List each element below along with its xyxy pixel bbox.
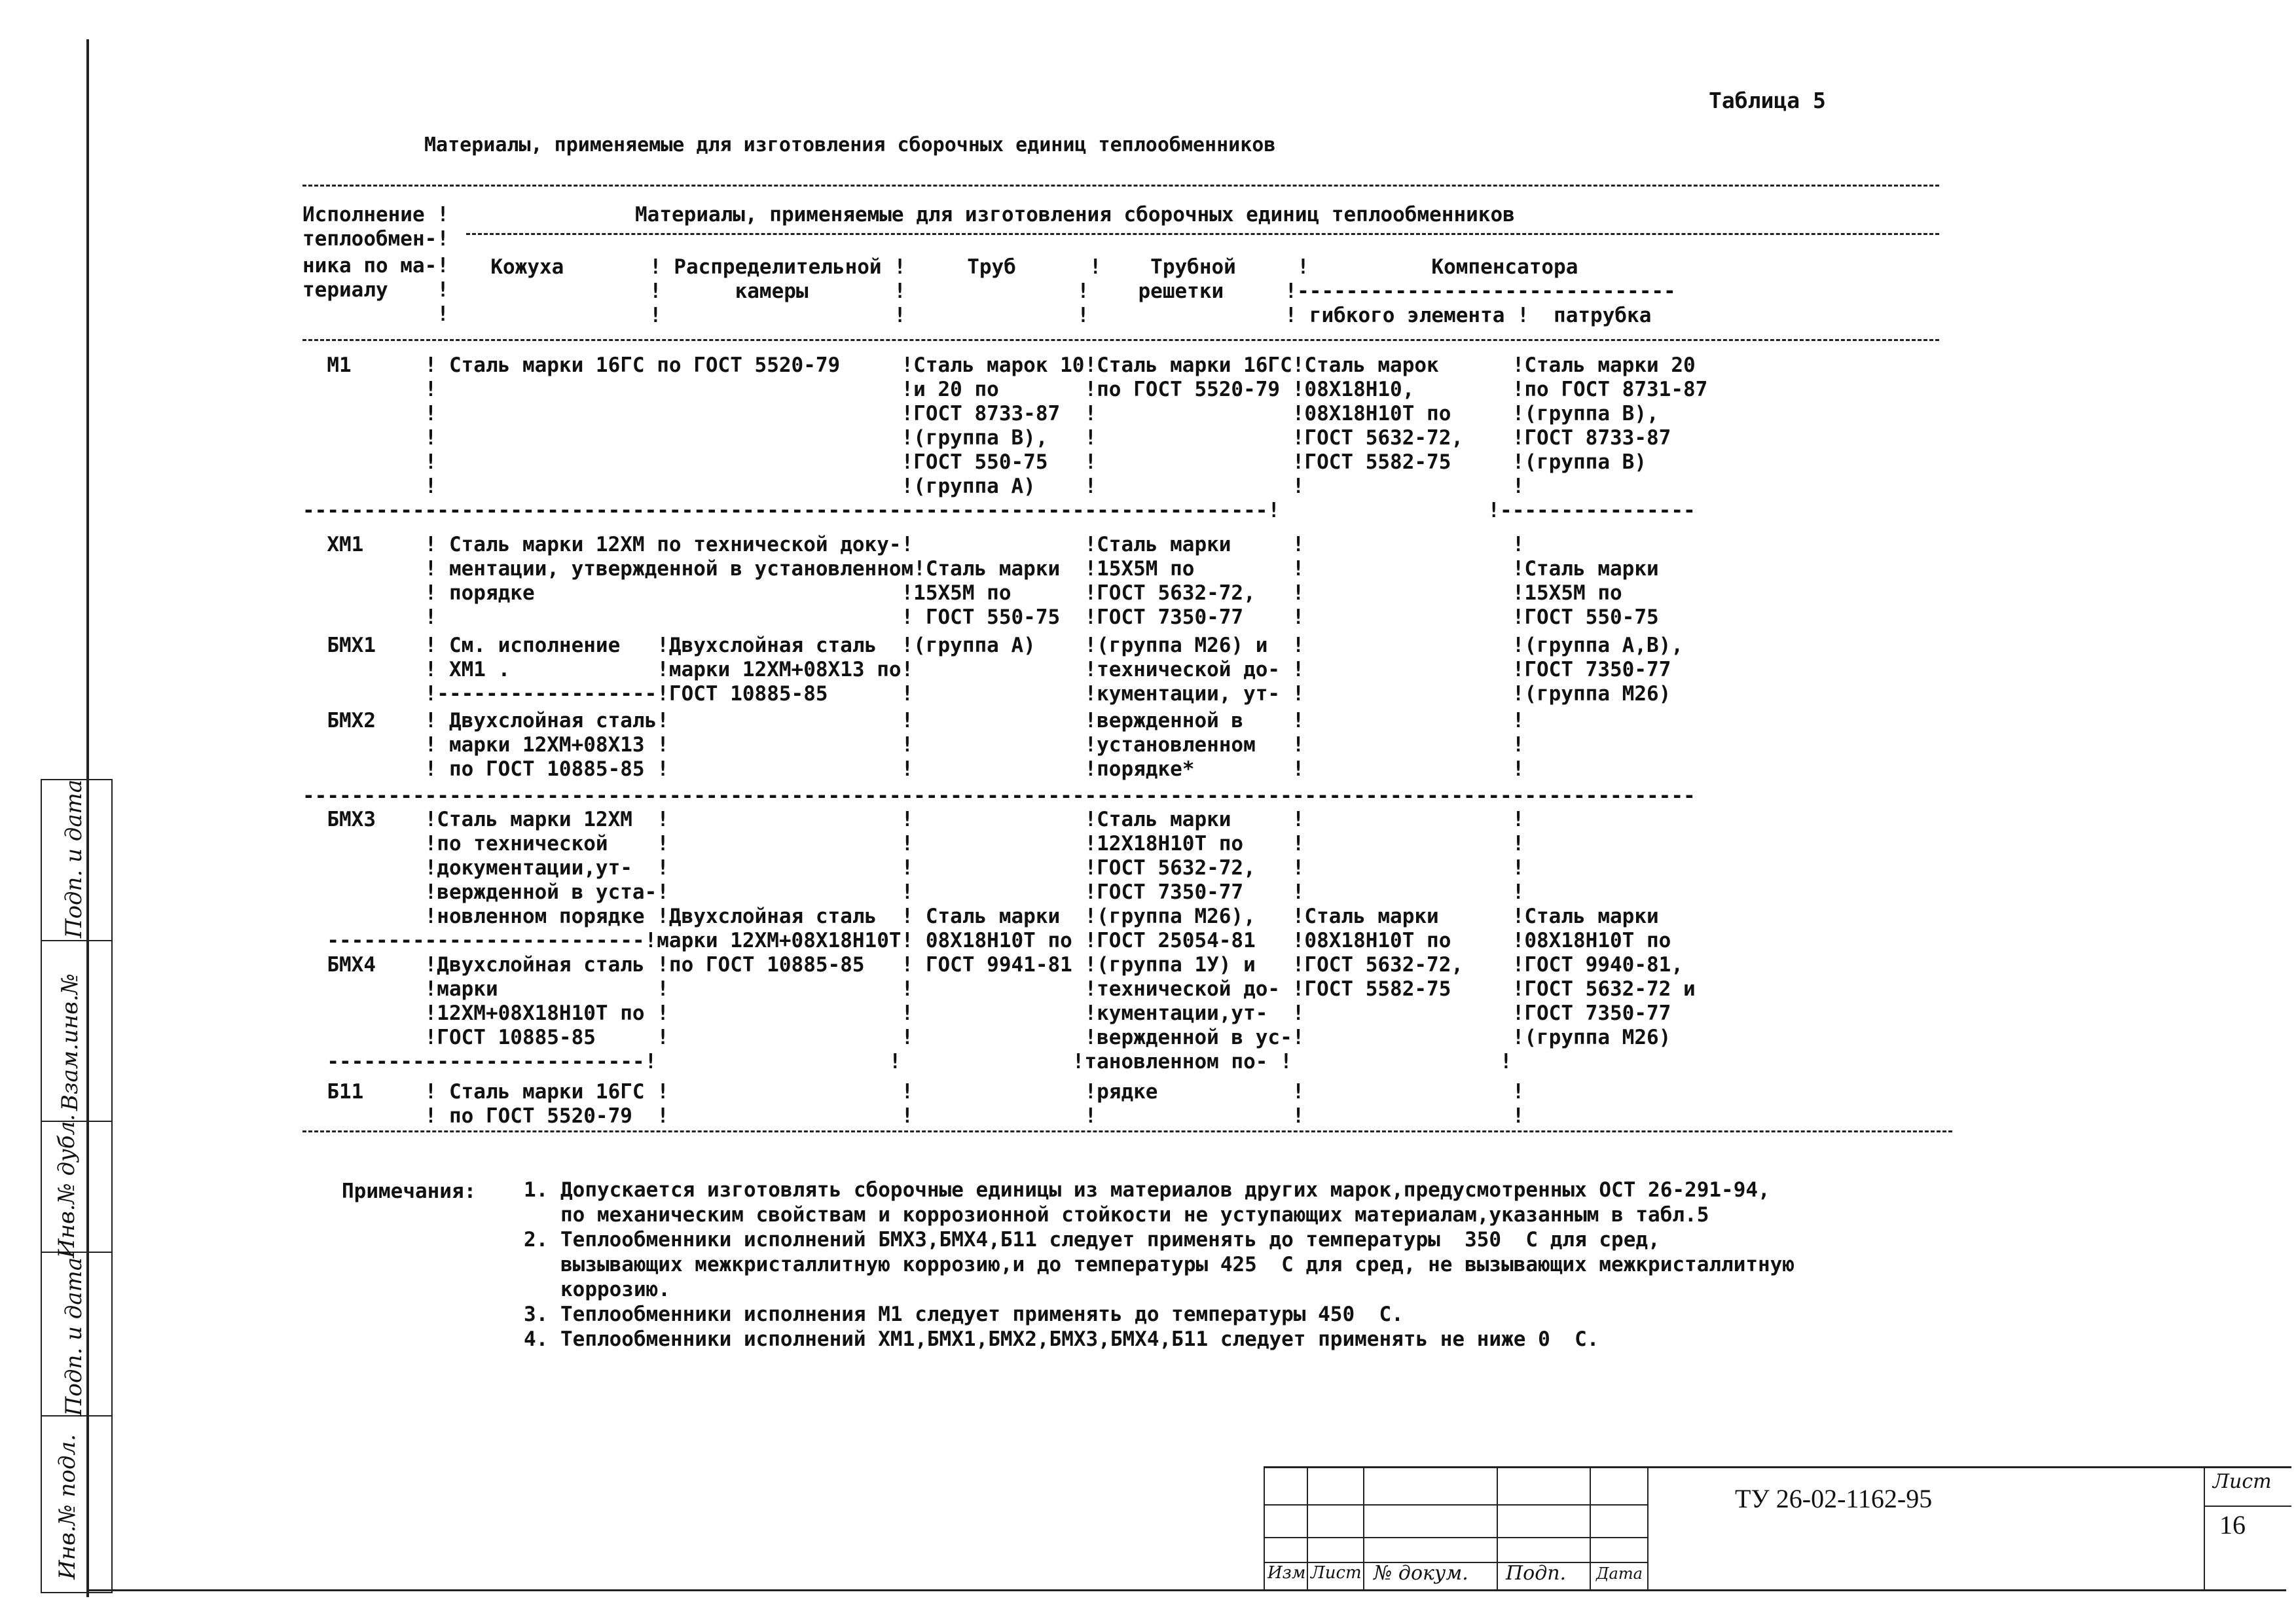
notes-label: Примечания: — [342, 1180, 477, 1203]
bottom-frame-line — [86, 1589, 2286, 1591]
table-row: БМХ2 ! Двухслойная сталь! ! !вержденной в ! ! — [302, 709, 1525, 732]
table-row: !по технической ! ! !12Х18Н10Т по ! ! — [302, 832, 1525, 856]
head-row-2: Кожуха ! Распределительной ! Труб ! Трубной ! Компенсатора — [466, 255, 1578, 279]
stamp-col-izm: Изм — [1267, 1563, 1306, 1583]
table-bottom-rule — [302, 1130, 1952, 1132]
head-group-rule — [466, 233, 1939, 235]
sheet-label: Лист — [2213, 1470, 2272, 1493]
table-number: Таблица 5 — [1709, 88, 1826, 113]
head-row-4: ! ! ! ! гибкого элемента ! патрубка — [466, 304, 1652, 327]
table-top-rule — [302, 185, 1939, 187]
note-line: коррозию. — [524, 1278, 670, 1301]
side-label-2: Взам.инв.№ — [56, 973, 83, 1111]
table-row: --------------------------! ! !тановленном по- ! ! — [302, 1050, 1512, 1074]
side-label-3: Инв.№ дубл. — [54, 1113, 81, 1259]
table-row: ! ХМ1 . !марки 12ХМ+08Х13 по! !технической до- ! !ГОСТ 7350-77 — [302, 658, 1671, 681]
side-label-4: Подп. и дата — [61, 1257, 88, 1416]
table-row: !документации,ут- ! ! !ГОСТ 5632-72, ! ! — [302, 856, 1525, 880]
head-col1-line-1: Исполнение ! — [302, 203, 449, 226]
table-row: !ГОСТ 10885-85 ! ! !вержденной в ус-! !(группа М26) — [302, 1026, 1671, 1049]
table-row: ! !(группа А) ! ! ! — [302, 475, 1525, 498]
table-row: !вержденной в уста-! ! !ГОСТ 7350-77 ! ! — [302, 880, 1525, 904]
document-code: ТУ 26-02-1162-95 — [1735, 1484, 1933, 1513]
table-row: БМХ3 !Сталь марки 12ХМ ! ! !Сталь марки ! ! — [302, 808, 1525, 831]
table-row: М1 ! Сталь марки 16ГС по ГОСТ 5520-79 !Сталь марок 10!Сталь марки 16ГС!Сталь марок !Сталь марки 20 — [302, 353, 1696, 377]
table-row: ! !и 20 по !по ГОСТ 5520-79 !08Х18Н10, !по ГОСТ 8731-87 — [302, 378, 1708, 401]
table-row: ! ментации, утвержденной в установленном!Сталь марки !15Х5М по ! !Сталь марки — [302, 557, 1659, 581]
page-title: Материалы, применяемые для изготовления сборочных единиц теплообменников — [424, 134, 1276, 156]
table-row: -------------------------------------------------------------------------------! !---------------- — [302, 499, 1696, 522]
table-row: БМХ4 !Двухслойная сталь !по ГОСТ 10885-85 ! ГОСТ 9941-81 !(группа 1У) и !ГОСТ 5632-72, !ГОСТ 9940-81, — [302, 953, 1683, 977]
head-col1-line-4: териалу ! — [302, 278, 449, 302]
stamp-col-doc: № докум. — [1374, 1562, 1468, 1585]
stamp-col-list: Лист — [1311, 1563, 1362, 1583]
table-row: !марки ! ! !технической до- !ГОСТ 5582-75 !ГОСТ 5632-72 и — [302, 977, 1696, 1001]
table-row: БМХ1 ! См. исполнение !Двухслойная сталь !(группа А) !(группа М26) и ! !(группа А,В), — [302, 634, 1683, 657]
note-line: 3. Теплообменники исполнения М1 следует применять до температуры 450 С. — [524, 1303, 1404, 1326]
table-row: !новленном порядке !Двухслойная сталь ! Сталь марки !(группа М26), !Сталь марки !Сталь марки — [302, 905, 1659, 928]
head-group-title: Материалы, применяемые для изготовления сборочных единиц теплообменников — [635, 203, 1515, 226]
side-label-5: Инв.№ подл. — [54, 1434, 81, 1579]
note-line: вызывающих межкристаллитную коррозию,и до температуры 425 С для сред, не вызывающих межкристаллитную — [524, 1253, 1795, 1276]
stamp-col-date: Дата — [1596, 1564, 1643, 1583]
table-row: !12ХМ+08Х18Н10Т по ! ! !кументации,ут- ! !ГОСТ 7350-77 — [302, 1001, 1671, 1025]
table-row: --------------------------!марки 12ХМ+08Х18Н10Т! 08Х18Н10Т по !ГОСТ 25054-81 !08Х18Н10Т по !08Х18Н10Т по — [302, 929, 1671, 952]
table-row: ! марки 12ХМ+08Х13 ! ! !установленном ! ! — [302, 733, 1525, 757]
side-strip — [41, 779, 113, 1593]
table-row: ------------------------------------------------------------------------------------------------------------------ — [302, 784, 1696, 808]
head-col1-line-2: теплообмен-! — [302, 227, 449, 251]
head-row-3: ! камеры ! ! решетки !------------------------------- — [466, 280, 1676, 303]
table-row: ! !ГОСТ 550-75 ! !ГОСТ 5582-75 !(группа В) — [302, 450, 1647, 474]
table-row: Б11 ! Сталь марки 16ГС ! ! !рядке ! ! — [302, 1080, 1525, 1104]
table-row: ! ! ГОСТ 550-75 !ГОСТ 7350-77 ! !ГОСТ 550-75 — [302, 605, 1659, 629]
sheet-number: 16 — [2219, 1510, 2246, 1540]
note-line: 2. Теплообменники исполнений БМХ3,БМХ4,Б11 следует применять до температуры 350 С для сред, — [524, 1228, 1660, 1252]
head-bottom-rule — [302, 339, 1939, 341]
note-line: по механическим свойствам и коррозионной стойкости не уступающих материалам,указанным в табл.5 — [524, 1203, 1709, 1227]
title-block — [1264, 1466, 2291, 1589]
head-col1-line-5: ! — [302, 302, 449, 326]
table-row: ХМ1 ! Сталь марки 12ХМ по технической доку-! !Сталь марки ! ! — [302, 533, 1525, 556]
head-col1-line-3: ника по ма-! — [302, 254, 449, 278]
table-row: ! !(группа В), ! !ГОСТ 5632-72, !ГОСТ 8733-87 — [302, 426, 1671, 450]
side-label-1: Подп. и дата — [61, 779, 88, 939]
table-row: ! !ГОСТ 8733-87 ! !08Х18Н10Т по !(группа В), — [302, 402, 1659, 425]
table-row: !------------------!ГОСТ 10885-85 ! !кументации, ут- ! !(группа М26) — [302, 682, 1671, 706]
table-row: ! по ГОСТ 5520-79 ! ! ! ! ! — [302, 1104, 1525, 1128]
note-line: 1. Допускается изготовлять сборочные единицы из материалов других марок,предусмотренных ОСТ 26-291-94, — [524, 1178, 1770, 1202]
note-line: 4. Теплообменники исполнений ХМ1,БМХ1,БМХ2,БМХ3,БМХ4,Б11 следует применять не ниже 0 С. — [524, 1327, 1599, 1351]
table-row: ! порядке !15Х5М по !ГОСТ 5632-72, ! !15Х5М по — [302, 581, 1622, 605]
table-row: ! по ГОСТ 10885-85 ! ! !порядке* ! ! — [302, 757, 1525, 781]
stamp-col-sign: Подп. — [1506, 1562, 1567, 1585]
